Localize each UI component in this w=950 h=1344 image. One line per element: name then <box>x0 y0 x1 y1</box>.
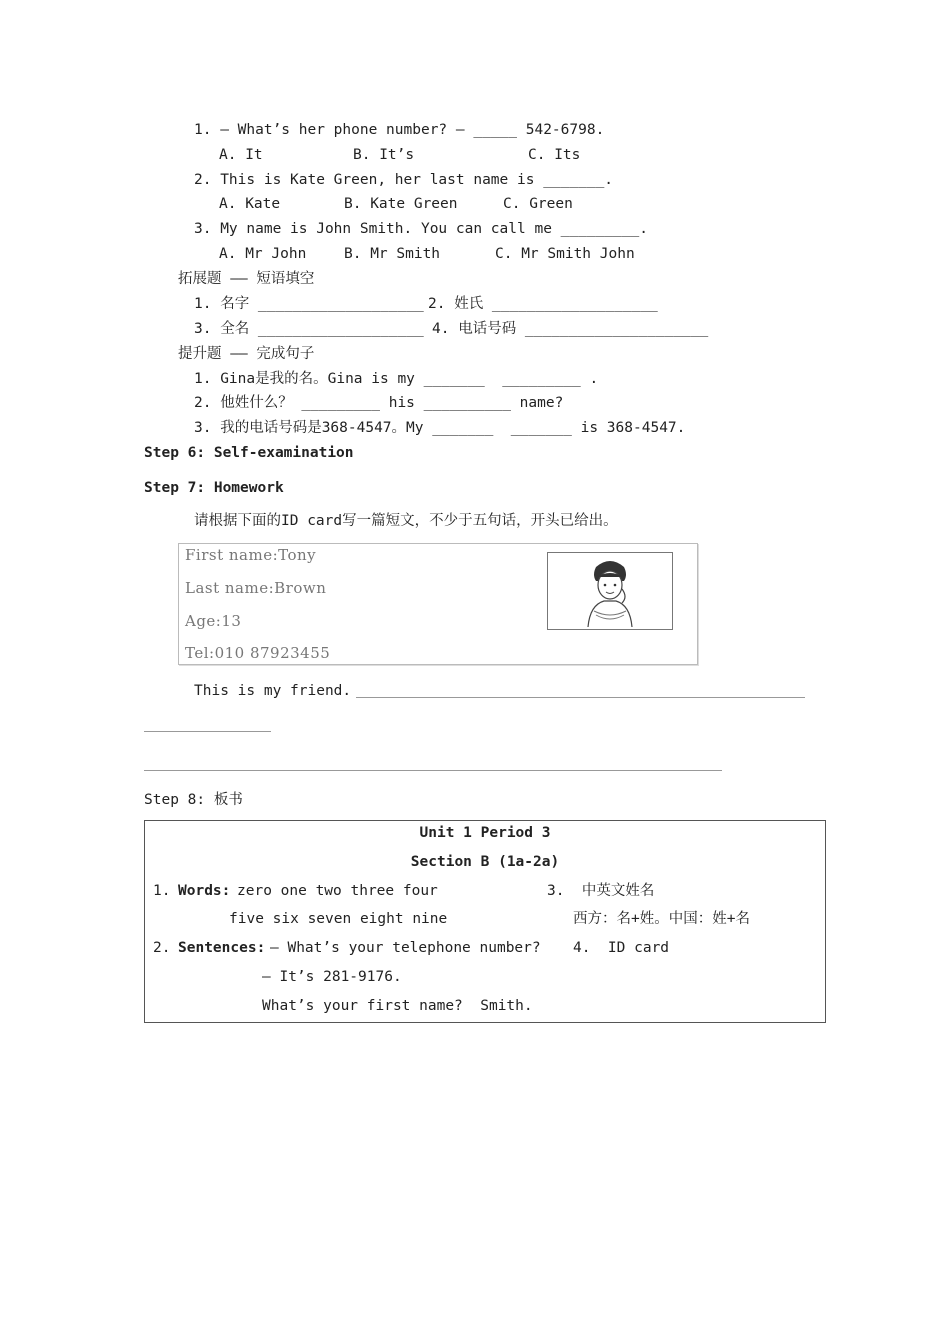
homework-instruction: 请根据下面的ID card写一篇短文，不少于五句话，开头已给出。 <box>194 513 618 529</box>
extension-item-2: 2. 姓氏 ___________________ <box>428 296 658 312</box>
step-8-heading: Step 8: 板书 <box>144 792 243 808</box>
answer-line-2 <box>144 731 271 732</box>
step-7-heading: Step 7: Homework <box>144 480 284 496</box>
question-3: 3. My name is John Smith. You can call me _________. <box>194 221 648 237</box>
point-3: 3. 中英文姓名 <box>547 883 655 899</box>
words-line-2: five six seven eight nine <box>229 911 448 927</box>
essay-start: This is my friend. <box>194 683 352 699</box>
id-age: Age:13 <box>185 612 242 630</box>
improvement-title: 提升题 —— 完成句子 <box>178 346 315 362</box>
board-title: Unit 1 Period 3 <box>419 825 551 841</box>
option-3a: A. Mr John <box>219 246 307 262</box>
option-2c: C. Green <box>503 196 573 212</box>
board-subtitle: Section B (1a-2a) <box>410 854 560 870</box>
extension-item-1: 1. 名字 ___________________ <box>194 296 424 312</box>
step-6-heading: Step 6: Self-examination <box>144 445 354 461</box>
improvement-item-3: 3. 我的电话号码是368-4547。My _______ _______ is 368-4547. <box>194 420 686 436</box>
option-1c: C. Its <box>528 147 581 163</box>
words-line-1: zero one two three four <box>237 883 438 899</box>
option-1a: A. It <box>219 147 263 163</box>
sentences-label: Sentences: <box>178 940 266 956</box>
answer-line-3 <box>144 770 722 771</box>
words-number: 1. <box>153 883 171 899</box>
id-last-name: Last name:Brown <box>185 579 327 597</box>
blackboard-box <box>144 820 826 1023</box>
words-label: Words: <box>178 883 231 899</box>
extension-item-3: 3. 全名 ___________________ <box>194 321 424 337</box>
option-2a: A. Kate <box>219 196 281 212</box>
point-3-detail: 西方：名+姓。中国：姓+名 <box>573 911 750 927</box>
extension-item-4: 4. 电话号码 _____________________ <box>432 321 709 337</box>
option-3b: B. Mr Smith <box>344 246 441 262</box>
boy-illustration-icon <box>548 553 672 629</box>
id-first-name: First name:Tony <box>185 546 317 564</box>
sentences-number: 2. <box>153 940 171 956</box>
improvement-item-1: 1. Gina是我的名。Gina is my _______ _________ . <box>194 371 599 387</box>
improvement-item-2: 2. 他姓什么？ _________ his __________ name? <box>194 395 564 411</box>
boy-photo <box>547 552 673 630</box>
answer-line-1 <box>356 697 805 698</box>
sentence-line-3: What’s your first name? Smith. <box>262 998 533 1014</box>
sentence-line-2: — It’s 281-9176. <box>262 969 402 985</box>
extension-title: 拓展题 —— 短语填空 <box>178 271 315 287</box>
option-2b: B. Kate Green <box>344 196 458 212</box>
sentence-line-1: — What’s your telephone number? <box>270 940 541 956</box>
id-card <box>178 543 698 665</box>
question-2: 2. This is Kate Green, her last name is _______. <box>194 172 614 188</box>
option-3c: C. Mr Smith John <box>495 246 635 262</box>
point-4: 4. ID card <box>573 940 670 956</box>
question-1: 1. — What’s her phone number? — _____ 542-6798. <box>194 122 605 138</box>
id-tel: Tel:010 87923455 <box>185 644 331 662</box>
option-1b: B. It’s <box>353 147 415 163</box>
